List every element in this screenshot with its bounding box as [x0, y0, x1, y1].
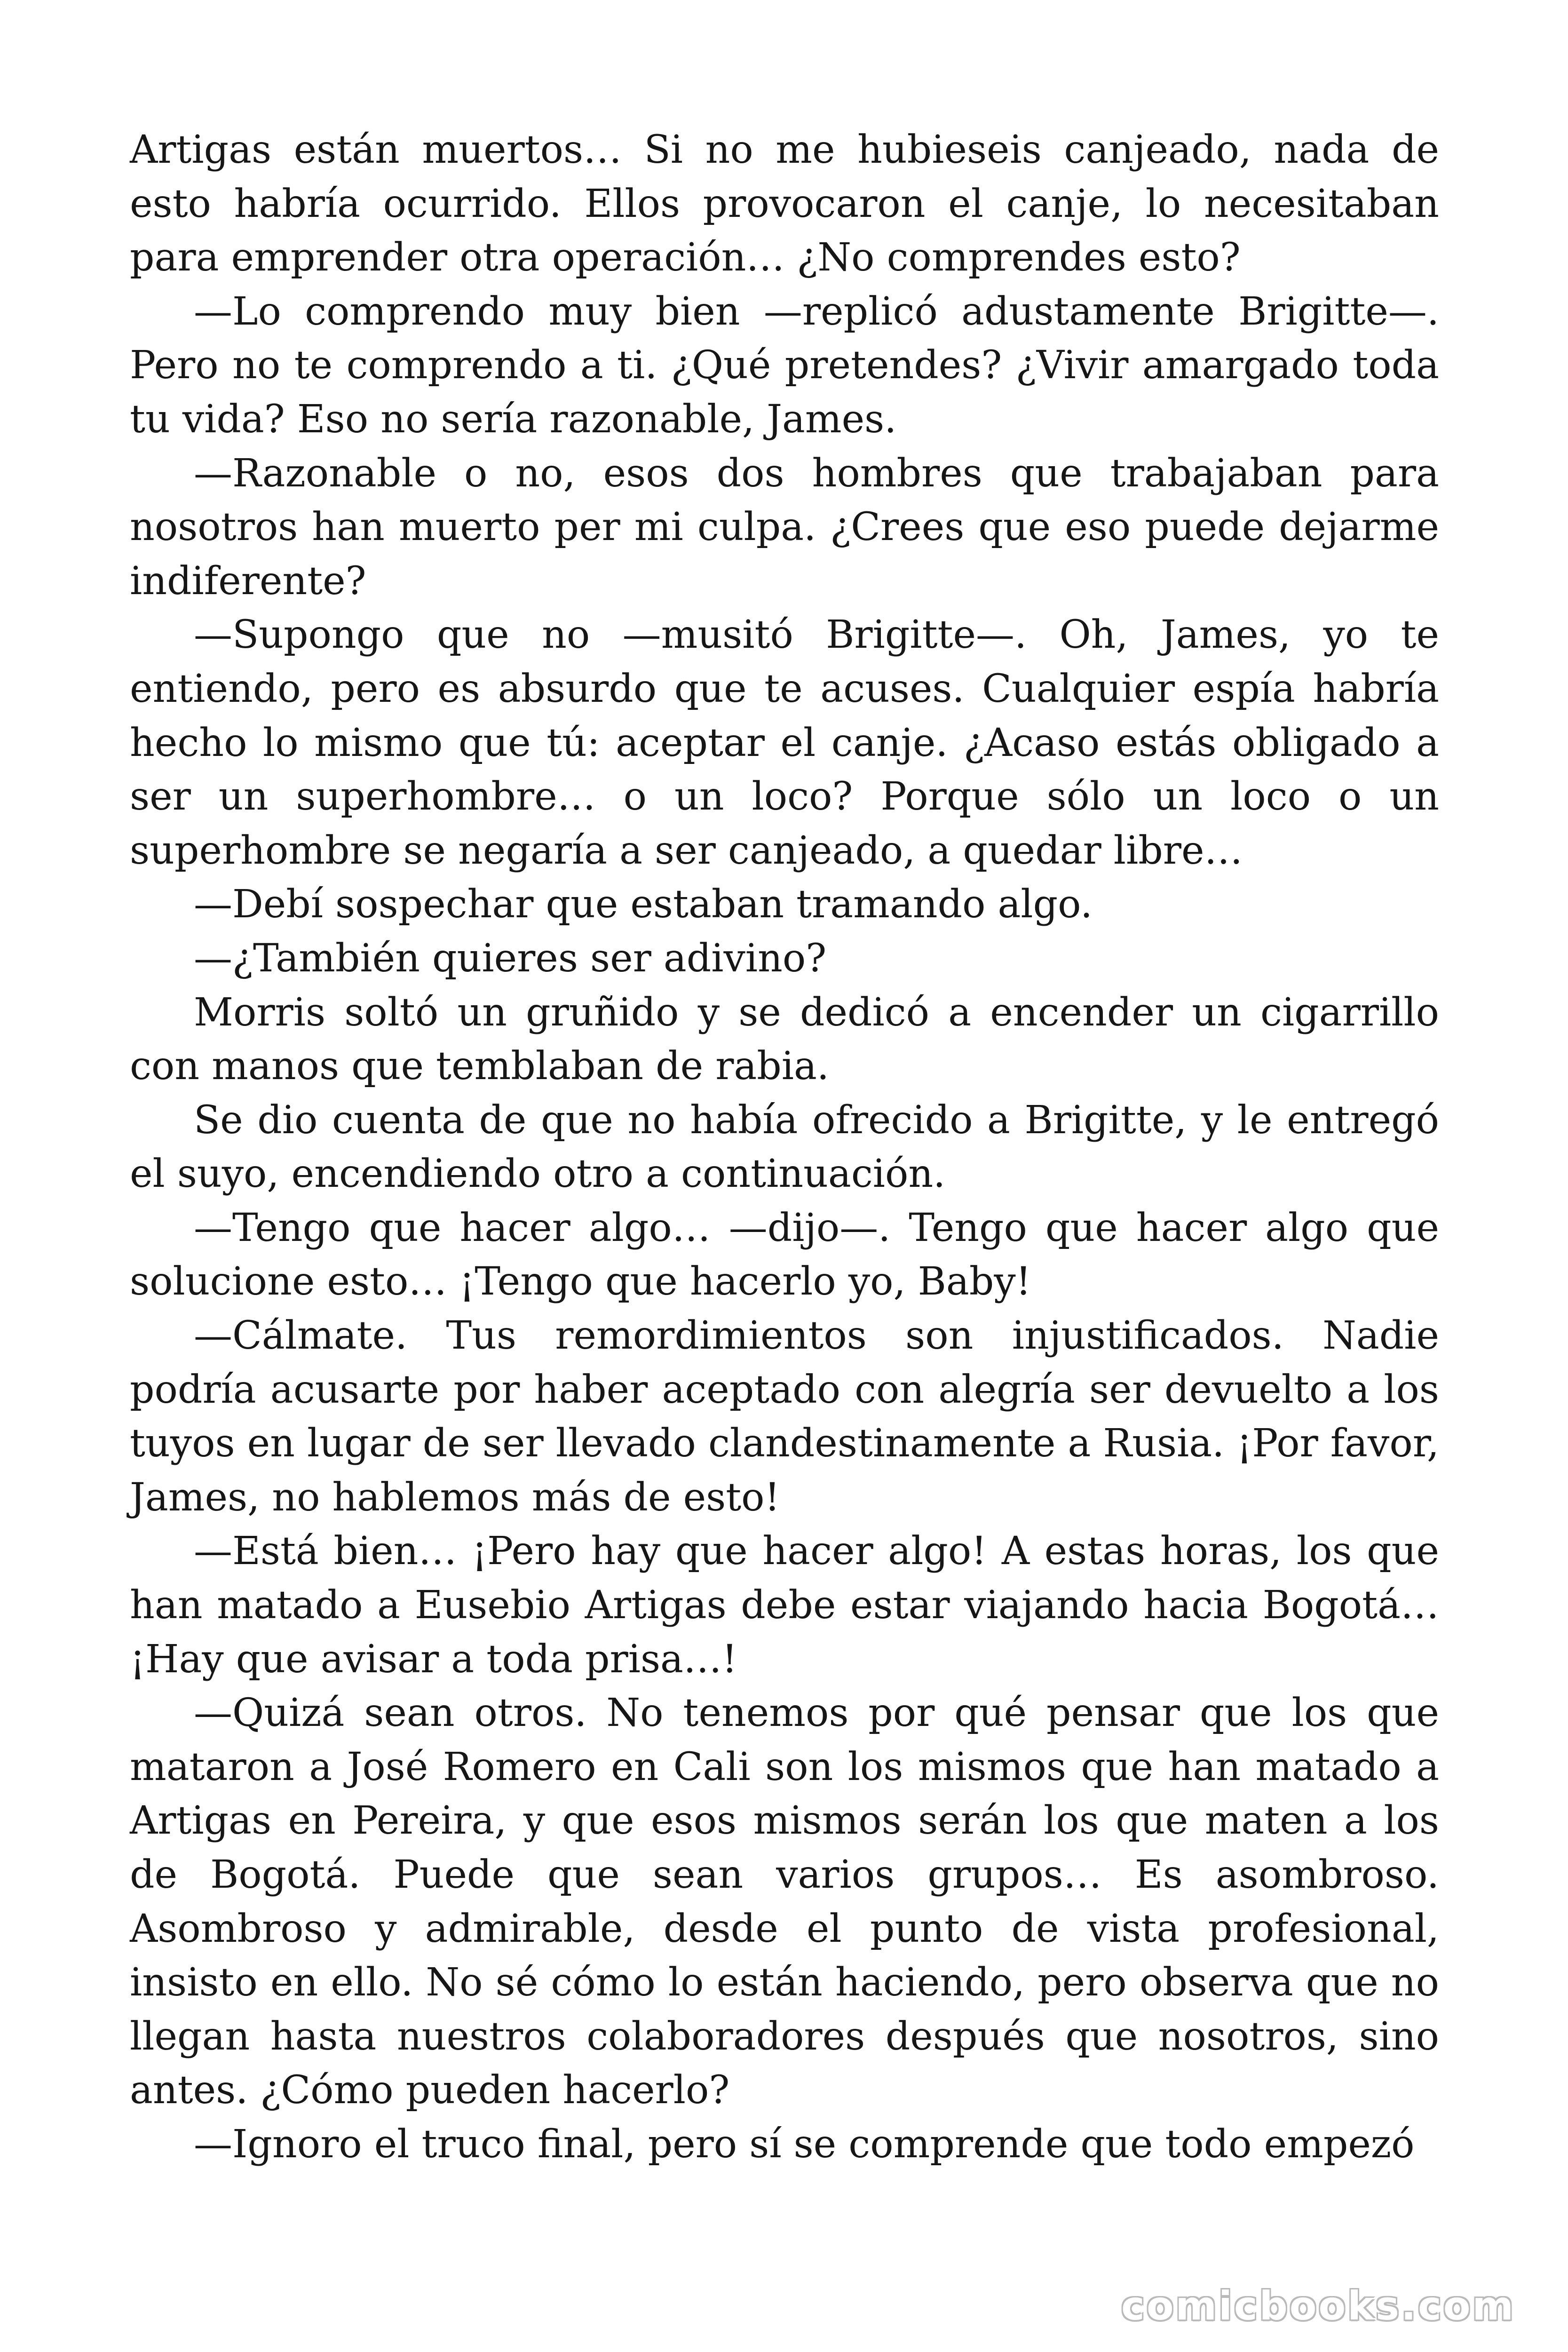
paragraph: —¿También quieres ser adivino?	[194, 936, 827, 981]
body-text	[130, 123, 1439, 2172]
paragraph: —Quizá sean otros. No tenemos por qué pensar que los que mataron a José Romero en Cali son los mismos que han matado a Artigas en Pereira, y que esos mismos serán los que maten a los de Bogotá. Puede que sean varios grupos… Es asombroso. Asombroso y admirable, desde el punto de vista profesional, insisto en ello. No sé cómo lo están haciendo, pero observa que no llegan hasta nuestros colaboradores después que nosotros, sino antes. ¿Cómo pueden hacerlo?	[130, 1691, 1439, 2113]
paragraph: —Supongo que no —musitó Brigitte—. Oh, James, yo te entiendo, pero es absurdo que te acuses. Cualquier espía habría hecho lo mismo que tú: aceptar el canje. ¿Acaso estás obligado a ser un superhombre… o un loco? Porque sólo un loco o un superhombre se negaría a ser canjeado, a quedar libre…	[130, 612, 1439, 873]
watermark: comicbooks.com	[1121, 2283, 1515, 2329]
paragraph-last: —Ignoro el truco final, pero sí se comprende que todo empezó	[194, 2122, 1415, 2167]
paragraph: Se dio cuenta de que no había ofrecido a Brigitte, y le entregó el suyo, encendiendo otro a continuación.	[130, 1097, 1439, 1197]
paragraph: —Debí sospechar que estaban tramando algo.	[194, 882, 1093, 927]
paragraph: —Tengo que hacer algo… —dijo—. Tengo que hacer algo que solucione esto… ¡Tengo que hacerlo yo, Baby!	[130, 1205, 1439, 1304]
paragraph: —Cálmate. Tus remordimientos son injustificados. Nadie podría acusarte por haber aceptado con alegría ser devuelto a los tuyos en lugar de ser llevado clandestinamente a Rusia. ¡Por favor, James, no hablemos más de esto!	[130, 1313, 1439, 1520]
paragraph: Morris soltó un gruñido y se dedicó a encender un cigarrillo con manos que temblaban de rabia.	[130, 990, 1439, 1089]
paragraph: —Razonable o no, esos dos hombres que trabajaban para nosotros han muerto per mi culpa. ¿Crees que eso puede dejarme indiferente?	[130, 451, 1439, 604]
paragraph-continuation: Artigas están muertos… Si no me hubieseis canjeado, nada de esto habría ocurrido. Ellos provocaron el canje, lo necesitaban para emprender otra operación… ¿No comprendes esto?	[130, 127, 1439, 280]
paragraph: —Está bien… ¡Pero hay que hacer algo! A estas horas, los que han matado a Eusebio Artigas debe estar viajando hacia Bogotá… ¡Hay que avisar a toda prisa…!	[130, 1529, 1439, 1682]
paragraph: —Lo comprendo muy bien —replicó adustamente Brigitte—. Pero no te comprendo a ti. ¿Qué pretendes? ¿Vivir amargado toda tu vida? Eso no sería razonable, James.	[130, 289, 1439, 442]
